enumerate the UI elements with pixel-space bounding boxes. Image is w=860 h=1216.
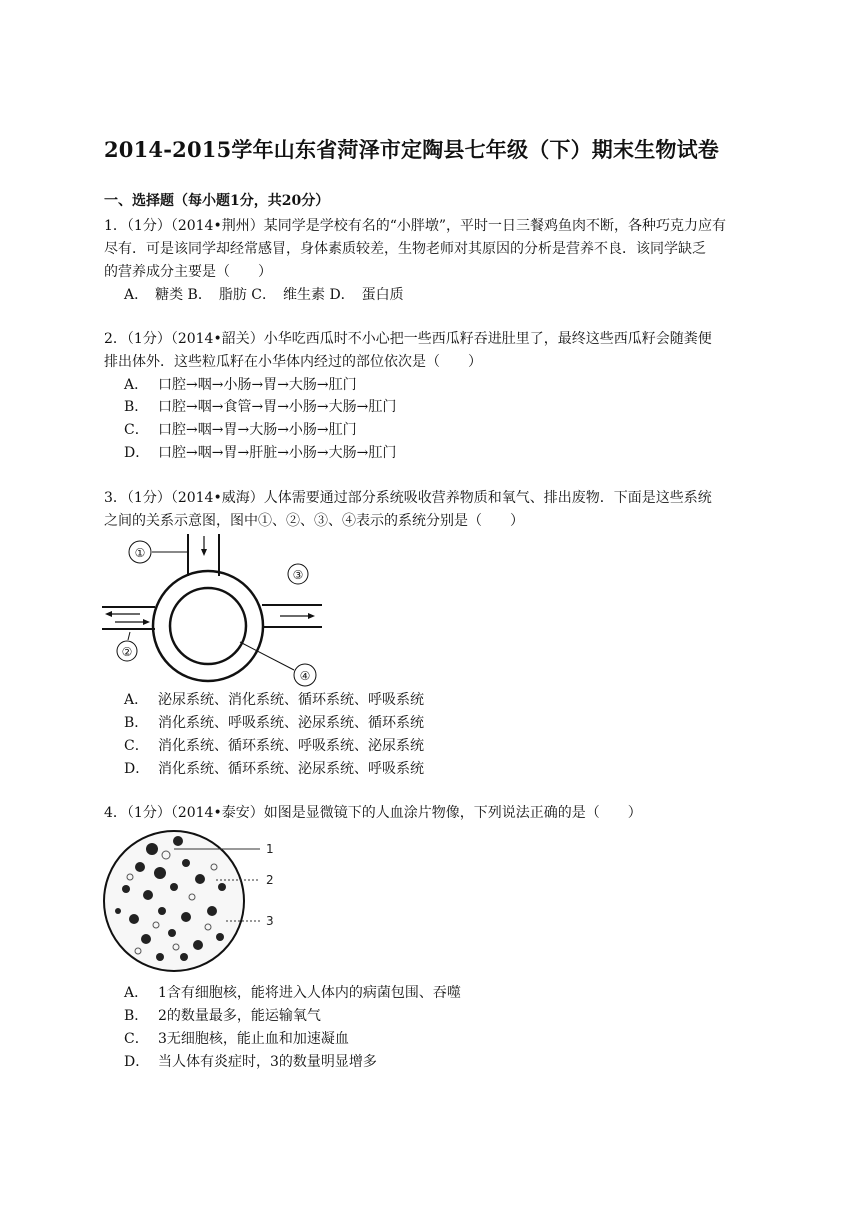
page-title: 2014-2015学年山东省菏泽市定陶县七年级（下）期末生物试卷	[104, 137, 720, 162]
question-text-line: 排出体外．这些粒瓜籽在小华体内经过的部位依次是（ ）	[104, 354, 482, 370]
label-2: 2	[266, 873, 274, 887]
option-letter: B．	[124, 399, 149, 415]
option-text: 3无细胞核，能止血和加速凝血	[158, 1031, 349, 1047]
option-text: 泌尿系统、消化系统、循环系统、呼吸系统	[158, 692, 424, 708]
option-b	[124, 713, 424, 733]
question-text-line: 尽有．可是该同学却经常感冒，身体素质较差，生物老师对其原因的分析是营养不良．该同学缺乏	[104, 241, 706, 257]
label-1: 1	[266, 842, 274, 856]
question-text-line: 的营养成分主要是（ ）	[104, 264, 272, 280]
label-3: 3	[266, 914, 274, 928]
option-letter: A．	[124, 377, 149, 393]
option-letter: B．	[124, 715, 149, 731]
option-d	[124, 759, 424, 779]
label-2: ②	[121, 645, 133, 659]
option-d	[124, 1052, 377, 1072]
option-text: 口腔→咽→胃→肝脏→小肠→大肠→肛门	[158, 445, 397, 461]
question-text-line: 3．（1分）（2014•威海）人体需要通过部分系统吸收营养物质和氧气、排出废物．下面是这些系统	[104, 490, 712, 506]
label-4: ④	[299, 669, 311, 683]
option-text: 消化系统、循环系统、泌尿系统、呼吸系统	[158, 761, 424, 777]
label-1: ①	[134, 546, 146, 560]
option-d	[124, 443, 396, 463]
question-text-line: 之间的关系示意图，图中①、②、③、④表示的系统分别是（ ）	[104, 513, 524, 529]
option-letter: D．	[124, 445, 150, 461]
label-3: ③	[292, 568, 304, 582]
option-a	[124, 375, 357, 395]
option-letter: A．	[124, 985, 149, 1001]
option-letter: B．	[124, 1008, 149, 1024]
option-c	[124, 420, 357, 440]
option-b	[124, 397, 396, 417]
option-text: 2的数量最多，能运输氧气	[158, 1008, 321, 1024]
option-letter: D．	[124, 1054, 150, 1070]
question-text-line: 4．（1分）（2014•泰安）如图是显微镜下的人血涂片物像，下列说法正确的是（ ）	[104, 805, 642, 821]
option-a	[124, 983, 461, 1003]
option-c	[124, 736, 424, 756]
option-a	[124, 690, 424, 710]
option-b	[124, 1006, 321, 1026]
option-letter: C．	[124, 422, 149, 438]
blood-smear-diagram	[100, 827, 290, 977]
option-letter: C．	[124, 738, 149, 754]
option-text: 口腔→咽→胃→大肠→小肠→肛门	[158, 422, 357, 438]
option-text: 口腔→咽→小肠→胃→大肠→肛门	[158, 377, 357, 393]
option-letter: A．	[124, 692, 149, 708]
system-relation-diagram	[100, 532, 330, 687]
option-text: 当人体有炎症时，3的数量明显增多	[158, 1054, 377, 1070]
section-title: 一、选择题（每小题1分，共20分）	[104, 193, 330, 209]
option-text: 消化系统、循环系统、呼吸系统、泌尿系统	[158, 738, 424, 754]
option-letter: D．	[124, 761, 150, 777]
option-c	[124, 1029, 349, 1049]
question-text-line: 1．（1分）（2014•荆州）某同学是学校有名的“小胖墩”，平时一日三餐鸡鱼肉不断，各种巧克力应有	[104, 218, 727, 234]
inline-options: A． 糖类 B． 脂肪 C． 维生素 D． 蛋白质	[124, 287, 404, 303]
option-text: 口腔→咽→食管→胃→小肠→大肠→肛门	[158, 399, 397, 415]
question-text-line: 2．（1分）（2014•韶关）小华吃西瓜时不小心把一些西瓜籽吞进肚里了，最终这些西瓜籽会随粪便	[104, 331, 712, 347]
option-text: 消化系统、呼吸系统、泌尿系统、循环系统	[158, 715, 424, 731]
option-letter: C．	[124, 1031, 149, 1047]
option-text: 1含有细胞核，能将进入人体内的病菌包围、吞噬	[158, 985, 461, 1001]
